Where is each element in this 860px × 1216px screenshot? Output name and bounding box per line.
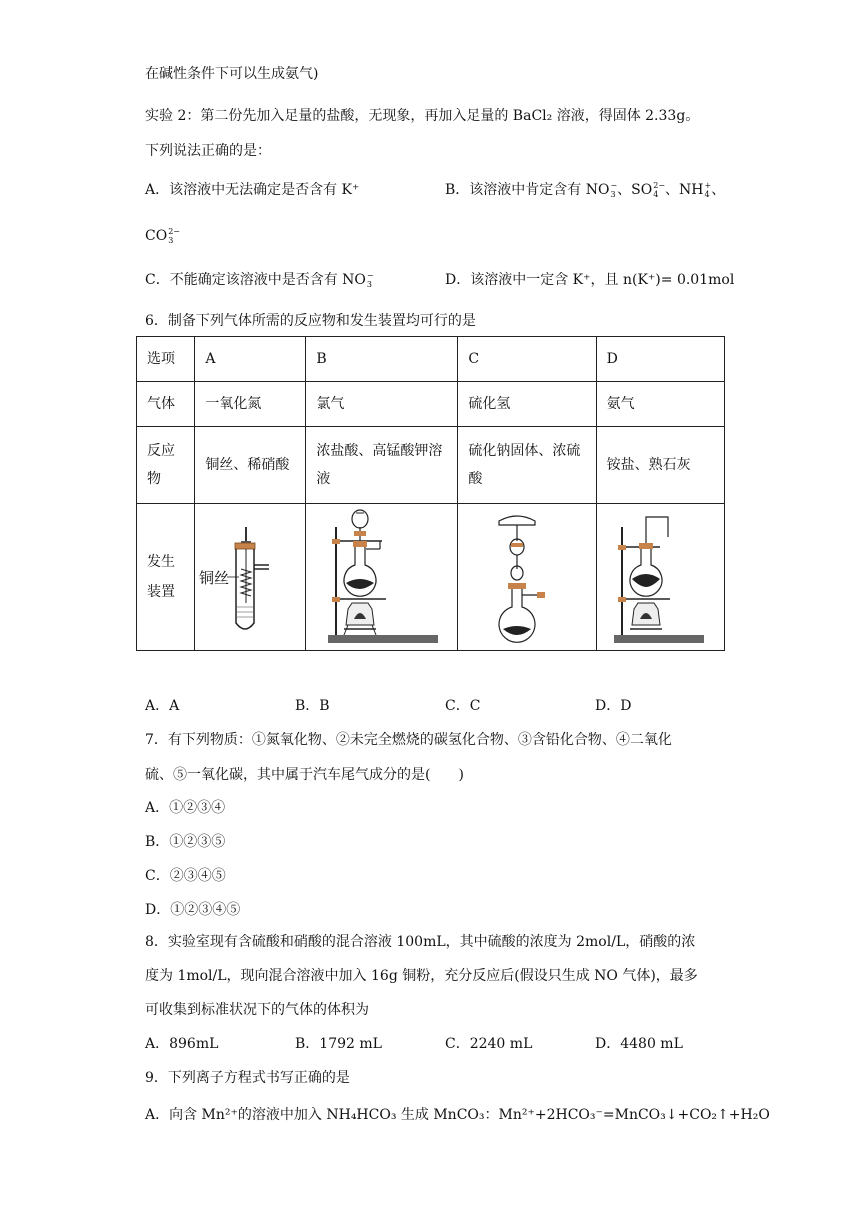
choice-6a: A．A — [145, 698, 180, 714]
table-row — [137, 427, 725, 504]
question-8-cont2: 可收集到标准状况下的气体的体积为 — [145, 1002, 369, 1018]
choice-6d: D．D — [595, 698, 632, 714]
choice-8c: C．2240 mL — [445, 1036, 533, 1052]
apparatus-c-cell — [458, 504, 596, 651]
test-tube-apparatus-icon — [199, 517, 295, 637]
choice-7b: B．①②③⑤ — [145, 834, 226, 850]
options-table — [136, 336, 725, 651]
choice-8d: D．4480 mL — [595, 1036, 683, 1052]
table-cell: 发生装置 — [137, 504, 195, 651]
choice-9a: A．向含 Mn²⁺的溶液中加入 NH₄HCO₃ 生成 MnCO₃：Mn²⁺+2HCO₃⁻=MnCO₃↓+CO₂↑+H₂O — [145, 1107, 770, 1123]
question-prompt: 下列说法正确的是： — [145, 143, 271, 159]
flask-heating-apparatus-icon — [610, 507, 710, 647]
table-cell: 选项 — [137, 337, 195, 382]
table-cell: C — [458, 337, 596, 382]
apparatus-a-cell — [195, 504, 306, 651]
option-5b-cont: CO 2− 3 — [145, 227, 180, 245]
option-5d: D．该溶液中一定含 K⁺，且 n(K⁺)= 0.01mol — [445, 272, 735, 288]
flask-with-funnel-apparatus-icon — [322, 507, 442, 647]
choice-8a: A．896mL — [145, 1036, 219, 1052]
table-cell: 铵盐、熟石灰 — [596, 427, 724, 504]
option-5c: C．不能确定该溶液中是否含有 NO − 3 — [145, 271, 374, 289]
experiment-2-text: 实验 2：第二份先加入足量的盐酸，无现象，再加入足量的 BaCl₂ 溶液，得固体 2.33g。 — [145, 108, 700, 124]
table-cell: 一氧化氮 — [195, 382, 306, 427]
table-cell: 氨气 — [596, 382, 724, 427]
copper-wire-label: 铜丝 — [199, 570, 230, 587]
option-5a: A．该溶液中无法确定是否含有 K⁺ — [145, 182, 360, 198]
question-8-cont: 度为 1mol/L，现向混合溶液中加入 16g 铜粉，充分反应后(假设只生成 NO 气体)，最多 — [145, 968, 698, 984]
table-cell: A — [195, 337, 306, 382]
choice-6b: B．B — [295, 698, 330, 714]
question-7-cont: 硫、⑤一氧化碳，其中属于汽车尾气成分的是( ) — [145, 767, 464, 783]
question-9: 9．下列离子方程式书写正确的是 — [145, 1070, 350, 1086]
separatory-funnel-flask-apparatus-icon — [477, 507, 577, 647]
choice-7c: C．②③④⑤ — [145, 868, 226, 884]
choice-8b: B．1792 mL — [295, 1036, 382, 1052]
apparatus-d-cell — [596, 504, 724, 651]
question-8: 8．实验室现有含硫酸和硝酸的混合溶液 100mL，其中硫酸的浓度为 2mol/L，硝酸的浓 — [145, 934, 696, 950]
table-cell: 浓盐酸、高锰酸钾溶液 — [306, 427, 458, 504]
option-5b: B．该溶液中肯定含有 NO − 3 、SO 2− 4 、NH + 4 、 — [445, 181, 726, 199]
table-cell: 硫化氢 — [458, 382, 596, 427]
question-6: 6．制备下列气体所需的反应物和发生装置均可行的是 — [145, 313, 476, 329]
choice-7d: D．①②③④⑤ — [145, 902, 241, 918]
table-cell: D — [596, 337, 724, 382]
choice-7a: A．①②③④ — [145, 800, 226, 816]
table-cell: 硫化钠固体、浓硫酸 — [458, 427, 596, 504]
question-7: 7．有下列物质：①氮氧化物、②未完全燃烧的碳氢化合物、③含铅化合物、④二氧化 — [145, 732, 672, 748]
table-cell: 氯气 — [306, 382, 458, 427]
choice-6c: C．C — [445, 698, 481, 714]
table-cell: 铜丝、稀硝酸 — [195, 427, 306, 504]
table-cell: 气体 — [137, 382, 195, 427]
table-row — [137, 337, 725, 382]
apparatus-b-cell — [306, 504, 458, 651]
table-row — [137, 504, 725, 651]
table-cell: B — [306, 337, 458, 382]
table-cell: 反应物 — [137, 427, 195, 504]
text-line: 在碱性条件下可以生成氨气) — [145, 66, 319, 82]
table-row — [137, 382, 725, 427]
